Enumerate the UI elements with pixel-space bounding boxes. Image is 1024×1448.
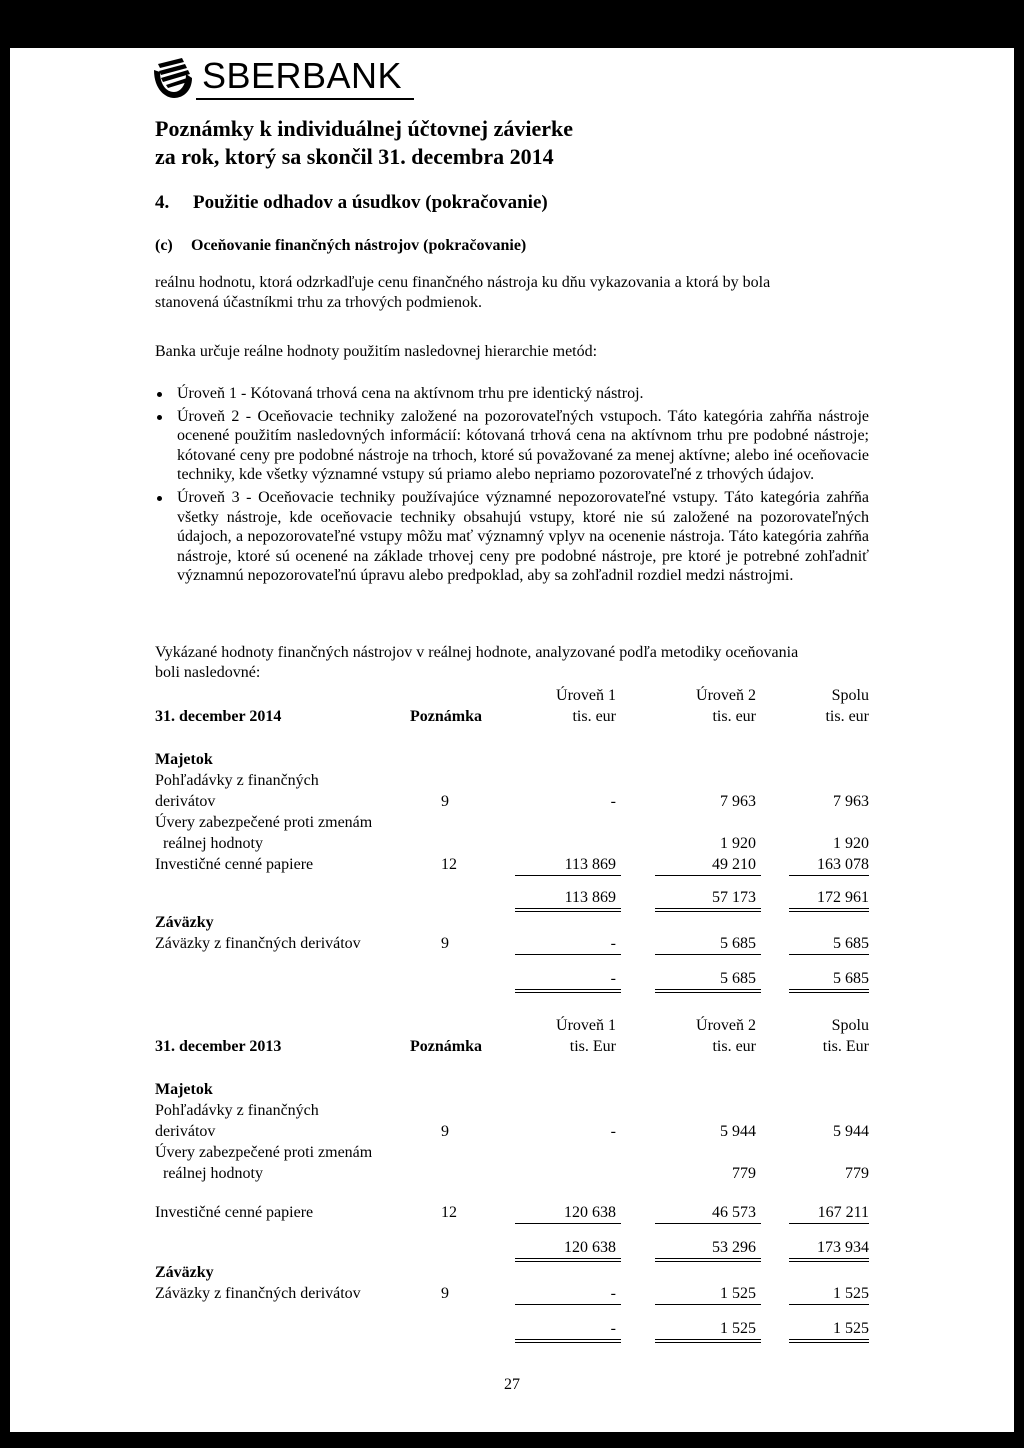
- row-level2: 779: [732, 1165, 756, 1182]
- table-row: [155, 1100, 869, 1121]
- subtotal-rule: [155, 954, 869, 956]
- row-total: 7 963: [833, 793, 869, 810]
- total-level1: 120 638: [564, 1239, 616, 1256]
- row-level2: 7 963: [720, 793, 756, 810]
- bullet-icon: [157, 392, 162, 397]
- table-header-row: [155, 685, 869, 706]
- row-level2: 5 944: [720, 1123, 756, 1140]
- row-level2: 49 210: [712, 856, 756, 873]
- subtotal-rule: [155, 1223, 869, 1225]
- total-level2: 1 525: [720, 1320, 756, 1337]
- total-unit: tis. Eur: [822, 1038, 869, 1055]
- total-level1: 113 869: [564, 889, 616, 906]
- row-level1: -: [610, 1123, 616, 1140]
- total-level1: -: [610, 1320, 616, 1337]
- scan-border-bottom: [0, 1432, 1024, 1448]
- row-note: 9: [441, 1123, 449, 1140]
- list-item-text: Úroveň 3 - Oceňovacie techniky používajúce významné nepozorovateľné vstupy. Táto kategória zahŕňa všetky nástroje, kde oceňovacie techniky obsahujú vstupy, ktoré nie sú založené na pozorovateľných údajoch, a nepozorovateľné vstupy môžu mať významný vplyv na ocenenie nástroja. Táto kategória zahŕňa nástroje, ktoré sú ocenené na základe trhovej ceny pre podobné nástroje, pre ktoré je potrebné zohľadniť významnú nepozorovateľnú úpravu alebo predpoklad, aby sa zohľadnil rozdiel medzi nástrojmi.: [177, 488, 869, 585]
- row-label: Úvery zabezpečené proti zmenám: [155, 814, 373, 831]
- row-level1: -: [610, 935, 616, 952]
- row-label: Investičné cenné papiere: [155, 1204, 314, 1221]
- subsection-heading: [155, 237, 526, 255]
- row-total: 5 685: [833, 935, 869, 952]
- paragraph-hierarchy: Banka určuje reálne hodnoty použitím nasledovnej hierarchie metód:: [155, 343, 598, 360]
- paragraph-intro-line2: stanovená účastníkmi trhu za trhových podmienok.: [155, 294, 483, 311]
- table-row: [155, 854, 869, 875]
- total-unit: tis. eur: [825, 708, 869, 725]
- level2-unit: tis. eur: [712, 1038, 756, 1055]
- note-header: Poznámka: [410, 1038, 482, 1055]
- subtotal-rule: [155, 1304, 869, 1306]
- fair-value-table-2014: [155, 685, 869, 993]
- table-row: [155, 1079, 869, 1100]
- brand-name: SBERBANK: [202, 55, 403, 96]
- table-row: [155, 1262, 869, 1283]
- list-item: [155, 488, 869, 586]
- page-number: 27: [504, 1376, 520, 1393]
- row-total: 5 944: [833, 1123, 869, 1140]
- liabilities-total-row: [155, 968, 869, 989]
- assets-total-row: [155, 887, 869, 908]
- row-total: 163 078: [817, 856, 869, 873]
- total-double-rule: [155, 989, 869, 993]
- scan-border-left: [0, 0, 10, 1448]
- total-level2: 53 296: [712, 1239, 756, 1256]
- row-label: derivátov: [155, 1123, 216, 1140]
- table-header-row: [155, 706, 869, 727]
- level1-unit: tis. Eur: [569, 1038, 616, 1055]
- total-total: 173 934: [817, 1239, 869, 1256]
- scan-border-top: [0, 0, 1024, 48]
- total-total: 172 961: [817, 889, 869, 906]
- row-note: 9: [441, 1285, 449, 1302]
- table-header-row: [155, 1015, 869, 1036]
- total-total: 1 525: [833, 1320, 869, 1337]
- row-level1: -: [610, 1285, 616, 1302]
- row-level2: 46 573: [712, 1204, 756, 1221]
- subsection-title: Oceňovanie finančných nástrojov (pokračovanie): [191, 237, 527, 254]
- paragraph-intro-line1: reálnu hodnotu, ktorá odzrkadľuje cenu finančného nástroja ku dňu vykazovania a ktorá by bola: [155, 274, 771, 291]
- section-title: Použitie odhadov a úsudkov (pokračovanie): [193, 192, 548, 213]
- total-header: Spolu: [831, 1017, 869, 1034]
- table-row: [155, 1283, 869, 1304]
- page-title-line2: za rok, ktorý sa skončil 31. decembra 2014: [155, 144, 554, 169]
- table-row: [155, 1142, 869, 1163]
- row-note: 9: [441, 793, 449, 810]
- row-label: Záväzky z finančných derivátov: [155, 1285, 361, 1302]
- table-row: [155, 791, 869, 812]
- table-row: [155, 912, 869, 933]
- total-header: Spolu: [831, 687, 869, 704]
- table-row: [155, 1121, 869, 1142]
- paragraph-intro: [155, 273, 869, 313]
- level1-unit: tis. eur: [572, 708, 616, 725]
- section-number: 4.: [155, 192, 170, 213]
- row-total: 167 211: [817, 1204, 869, 1221]
- subsection-label: (c): [155, 237, 173, 254]
- table-date: 31. december 2014: [155, 708, 282, 725]
- table-row: [155, 933, 869, 954]
- paragraph-analysis-line1: Vykázané hodnoty finančných nástrojov v reálnej hodnote, analyzované podľa metodiky oceňovania: [155, 644, 799, 661]
- hierarchy-list: [155, 384, 869, 589]
- row-note: 12: [441, 1204, 457, 1221]
- section-heading: [155, 192, 548, 214]
- row-total: 1 920: [833, 835, 869, 852]
- logo-underline: [196, 98, 414, 100]
- table-header-row: [155, 1036, 869, 1057]
- liabilities-heading: Záväzky: [155, 1264, 214, 1281]
- note-header: Poznámka: [410, 708, 482, 725]
- assets-heading: Majetok: [155, 1081, 213, 1098]
- total-total: 5 685: [833, 970, 869, 987]
- fair-value-table-2013: [155, 1015, 869, 1343]
- row-total: 779: [845, 1165, 869, 1182]
- sberbank-emblem-icon: [148, 56, 196, 100]
- total-level2: 57 173: [712, 889, 756, 906]
- row-label: Úvery zabezpečené proti zmenám: [155, 1144, 373, 1161]
- row-level1: -: [610, 793, 616, 810]
- row-label: Záväzky z finančných derivátov: [155, 935, 361, 952]
- level1-header: Úroveň 1: [556, 1017, 616, 1034]
- list-item: [155, 384, 869, 404]
- table-date: 31. december 2013: [155, 1038, 282, 1055]
- row-level2: 5 685: [720, 935, 756, 952]
- scan-border-right: [1014, 0, 1024, 1448]
- page-title-line1: Poznámky k individuálnej účtovnej závierke: [155, 116, 574, 141]
- row-label: derivátov: [155, 793, 216, 810]
- subtotal-rule: [155, 875, 869, 877]
- assets-total-row: [155, 1237, 869, 1258]
- liabilities-total-row: [155, 1318, 869, 1339]
- table-row: [155, 812, 869, 833]
- row-total: 1 525: [833, 1285, 869, 1302]
- bullet-icon: [157, 415, 162, 420]
- row-label: Pohľadávky z finančných: [155, 1102, 319, 1119]
- table-row: [155, 833, 869, 854]
- level2-header: Úroveň 2: [696, 1017, 756, 1034]
- row-level1: 120 638: [564, 1204, 616, 1221]
- total-double-rule: [155, 1339, 869, 1343]
- row-note: 9: [441, 935, 449, 952]
- assets-heading: Majetok: [155, 751, 213, 768]
- row-level2: 1 525: [720, 1285, 756, 1302]
- total-level1: -: [610, 970, 616, 987]
- bullet-icon: [157, 496, 162, 501]
- row-level2: 1 920: [720, 835, 756, 852]
- paragraph-analysis: [155, 643, 869, 683]
- level2-unit: tis. eur: [712, 708, 756, 725]
- liabilities-heading: Záväzky: [155, 914, 214, 931]
- table-row: [155, 1163, 869, 1184]
- table-row: [155, 1202, 869, 1223]
- list-item: [155, 407, 869, 485]
- paragraph-analysis-line2: boli nasledovné:: [155, 664, 261, 681]
- row-label: reálnej hodnoty: [163, 1165, 263, 1182]
- table-row: [155, 770, 869, 791]
- list-item-text: Úroveň 1 - Kótovaná trhová cena na aktívnom trhu pre identický nástroj.: [177, 385, 644, 402]
- table-row: [155, 749, 869, 770]
- level1-header: Úroveň 1: [556, 687, 616, 704]
- total-level2: 5 685: [720, 970, 756, 987]
- row-label: reálnej hodnoty: [163, 835, 263, 852]
- row-note: 12: [441, 856, 457, 873]
- list-item-text: Úroveň 2 - Oceňovacie techniky založené na pozorovateľných vstupoch. Táto kategória zahŕňa nástroje ocenené použitím nasledovných informácií: kótovaná trhová cena na aktívnom trhu pre podobné nástroje; kótované ceny pre podobné nástroje na trhoch, ktoré sú považované za menej aktívne; alebo iné oceňovacie techniky, kde všetky významné vstupy sú priamo alebo nepriamo pozorovateľné z trhových údajov.: [177, 407, 869, 484]
- level2-header: Úroveň 2: [696, 687, 756, 704]
- row-level1: 113 869: [564, 856, 616, 873]
- row-label: Pohľadávky z finančných: [155, 772, 319, 789]
- row-label: Investičné cenné papiere: [155, 856, 314, 873]
